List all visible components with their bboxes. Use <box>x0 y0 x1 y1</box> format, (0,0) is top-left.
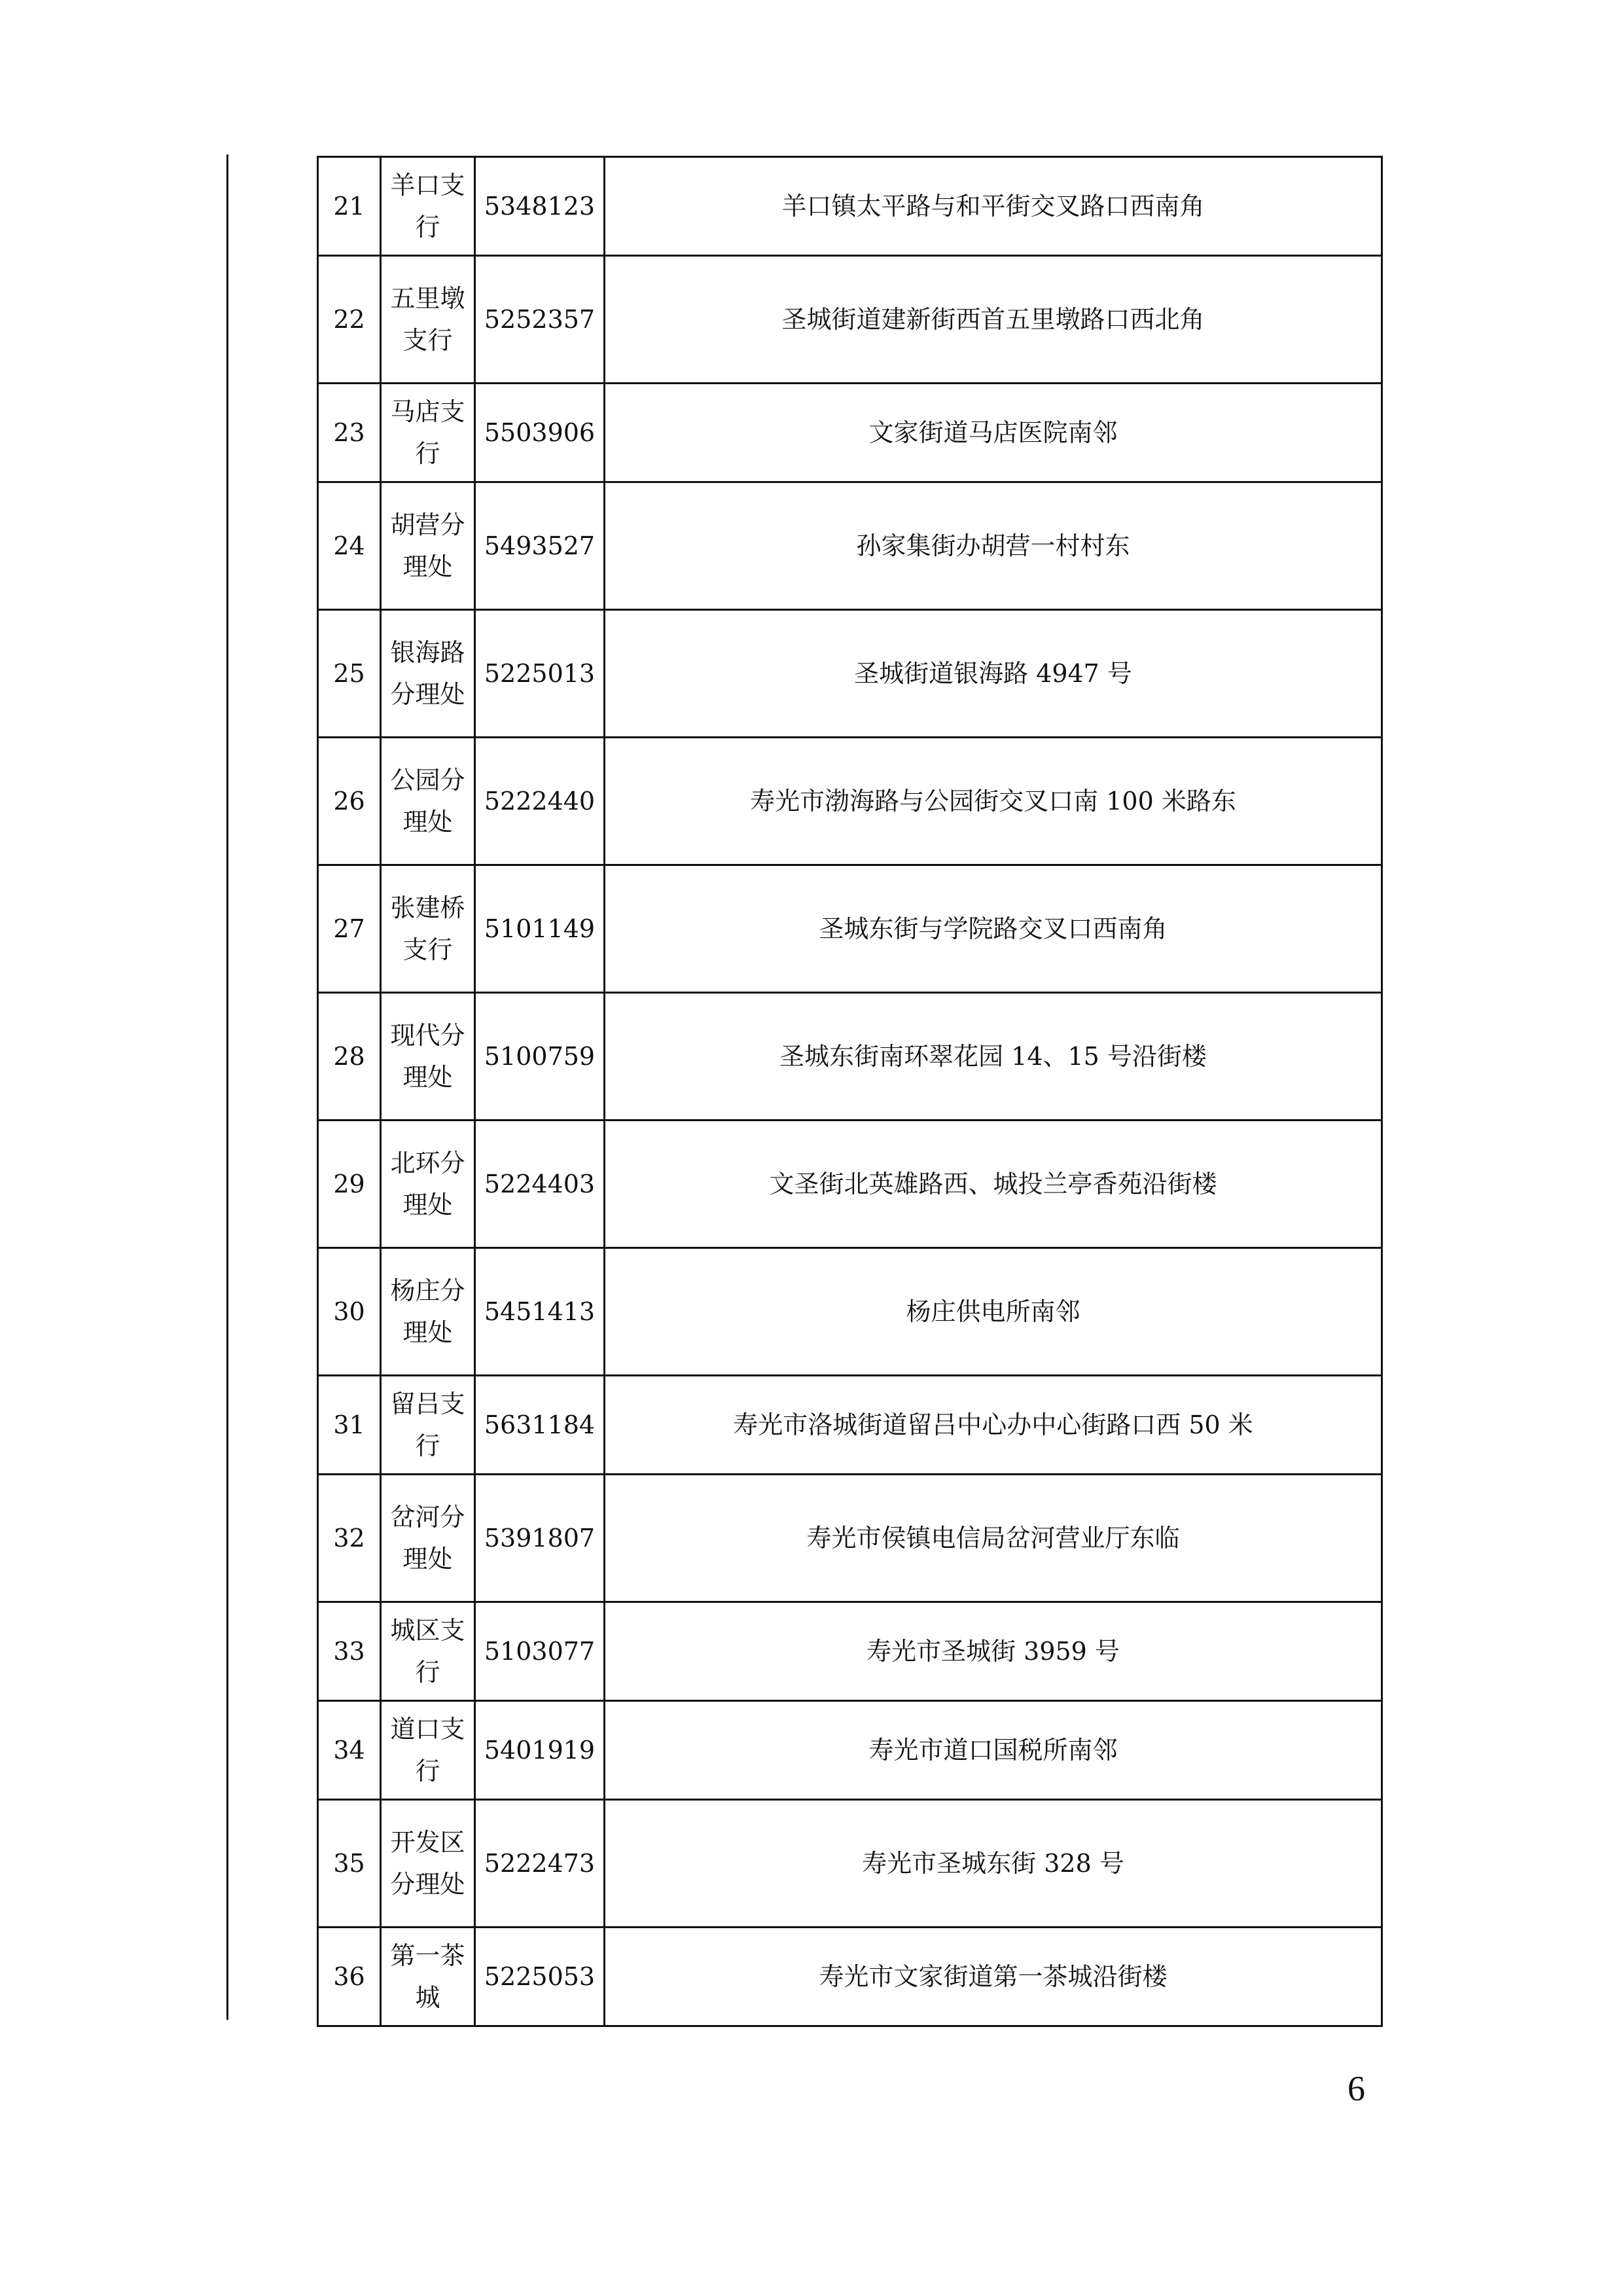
table-row <box>318 1800 1382 1928</box>
row-number: 24 <box>318 482 381 610</box>
row-number: 21 <box>318 157 381 256</box>
branch-name: 现代分理处 <box>381 993 475 1121</box>
branch-address: 寿光市洛城街道留吕中心办中心街路口西 50 米 <box>605 1376 1382 1475</box>
branch-table <box>317 156 1383 2027</box>
row-number: 35 <box>318 1800 381 1928</box>
branch-name: 公园分理处 <box>381 738 475 865</box>
row-number: 27 <box>318 865 381 993</box>
branch-name: 第一茶城 <box>381 1928 475 2026</box>
branch-address: 寿光市侯镇电信局岔河营业厅东临 <box>605 1475 1382 1602</box>
branch-name: 张建桥支行 <box>381 865 475 993</box>
row-number: 31 <box>318 1376 381 1475</box>
phone-number: 5451413 <box>475 1248 605 1376</box>
branch-address: 圣城街道银海路 4947 号 <box>605 610 1382 738</box>
branch-name: 岔河分理处 <box>381 1475 475 1602</box>
row-number: 34 <box>318 1701 381 1800</box>
phone-number: 5225053 <box>475 1928 605 2026</box>
branch-address: 寿光市道口国税所南邻 <box>605 1701 1382 1800</box>
row-number: 28 <box>318 993 381 1121</box>
phone-number: 5252357 <box>475 256 605 384</box>
row-number: 22 <box>318 256 381 384</box>
branch-address: 寿光市文家街道第一茶城沿街楼 <box>605 1928 1382 2026</box>
table-row <box>318 482 1382 610</box>
phone-number: 5222440 <box>475 738 605 865</box>
table-row <box>318 610 1382 738</box>
branch-name: 银海路分理处 <box>381 610 475 738</box>
branch-name: 马店支行 <box>381 384 475 482</box>
row-number: 25 <box>318 610 381 738</box>
phone-number: 5103077 <box>475 1602 605 1701</box>
phone-number: 5631184 <box>475 1376 605 1475</box>
table-row <box>318 1602 1382 1701</box>
table-row <box>318 1928 1382 2026</box>
page-number: 6 <box>1347 2069 1365 2108</box>
branch-name: 羊口支行 <box>381 157 475 256</box>
phone-number: 5401919 <box>475 1701 605 1800</box>
branch-name: 杨庄分理处 <box>381 1248 475 1376</box>
table-row <box>318 256 1382 384</box>
row-number: 23 <box>318 384 381 482</box>
branch-name: 开发区分理处 <box>381 1800 475 1928</box>
branch-name: 留吕支行 <box>381 1376 475 1475</box>
branch-address: 羊口镇太平路与和平街交叉路口西南角 <box>605 157 1382 256</box>
branch-name: 城区支行 <box>381 1602 475 1701</box>
phone-number: 5224403 <box>475 1121 605 1248</box>
row-number: 26 <box>318 738 381 865</box>
table-row <box>318 865 1382 993</box>
phone-number: 5222473 <box>475 1800 605 1928</box>
branch-address: 文家街道马店医院南邻 <box>605 384 1382 482</box>
row-number: 36 <box>318 1928 381 2026</box>
branch-address: 寿光市渤海路与公园街交叉口南 100 米路东 <box>605 738 1382 865</box>
table-row <box>318 738 1382 865</box>
table-row <box>318 993 1382 1121</box>
branch-address: 寿光市圣城东街 328 号 <box>605 1800 1382 1928</box>
table-row <box>318 1701 1382 1800</box>
branch-name: 胡营分理处 <box>381 482 475 610</box>
branch-name: 道口支行 <box>381 1701 475 1800</box>
phone-number: 5503906 <box>475 384 605 482</box>
branch-address: 圣城东街与学院路交叉口西南角 <box>605 865 1382 993</box>
phone-number: 5225013 <box>475 610 605 738</box>
row-number: 33 <box>318 1602 381 1701</box>
table-row <box>318 384 1382 482</box>
branch-address: 圣城东街南环翠花园 14、15 号沿街楼 <box>605 993 1382 1121</box>
table-row <box>318 157 1382 256</box>
branch-name: 北环分理处 <box>381 1121 475 1248</box>
row-number: 32 <box>318 1475 381 1602</box>
phone-number: 5101149 <box>475 865 605 993</box>
phone-number: 5100759 <box>475 993 605 1121</box>
branch-address: 文圣街北英雄路西、城投兰亭香苑沿街楼 <box>605 1121 1382 1248</box>
branch-address: 孙家集街办胡营一村村东 <box>605 482 1382 610</box>
phone-number: 5348123 <box>475 157 605 256</box>
branch-name: 五里墩支行 <box>381 256 475 384</box>
margin-rule <box>226 154 228 2020</box>
row-number: 29 <box>318 1121 381 1248</box>
branch-address: 杨庄供电所南邻 <box>605 1248 1382 1376</box>
table-row <box>318 1248 1382 1376</box>
table-row <box>318 1376 1382 1475</box>
branch-address: 圣城街道建新街西首五里墩路口西北角 <box>605 256 1382 384</box>
table-row <box>318 1475 1382 1602</box>
phone-number: 5493527 <box>475 482 605 610</box>
row-number: 30 <box>318 1248 381 1376</box>
table-row <box>318 1121 1382 1248</box>
branch-address: 寿光市圣城街 3959 号 <box>605 1602 1382 1701</box>
phone-number: 5391807 <box>475 1475 605 1602</box>
